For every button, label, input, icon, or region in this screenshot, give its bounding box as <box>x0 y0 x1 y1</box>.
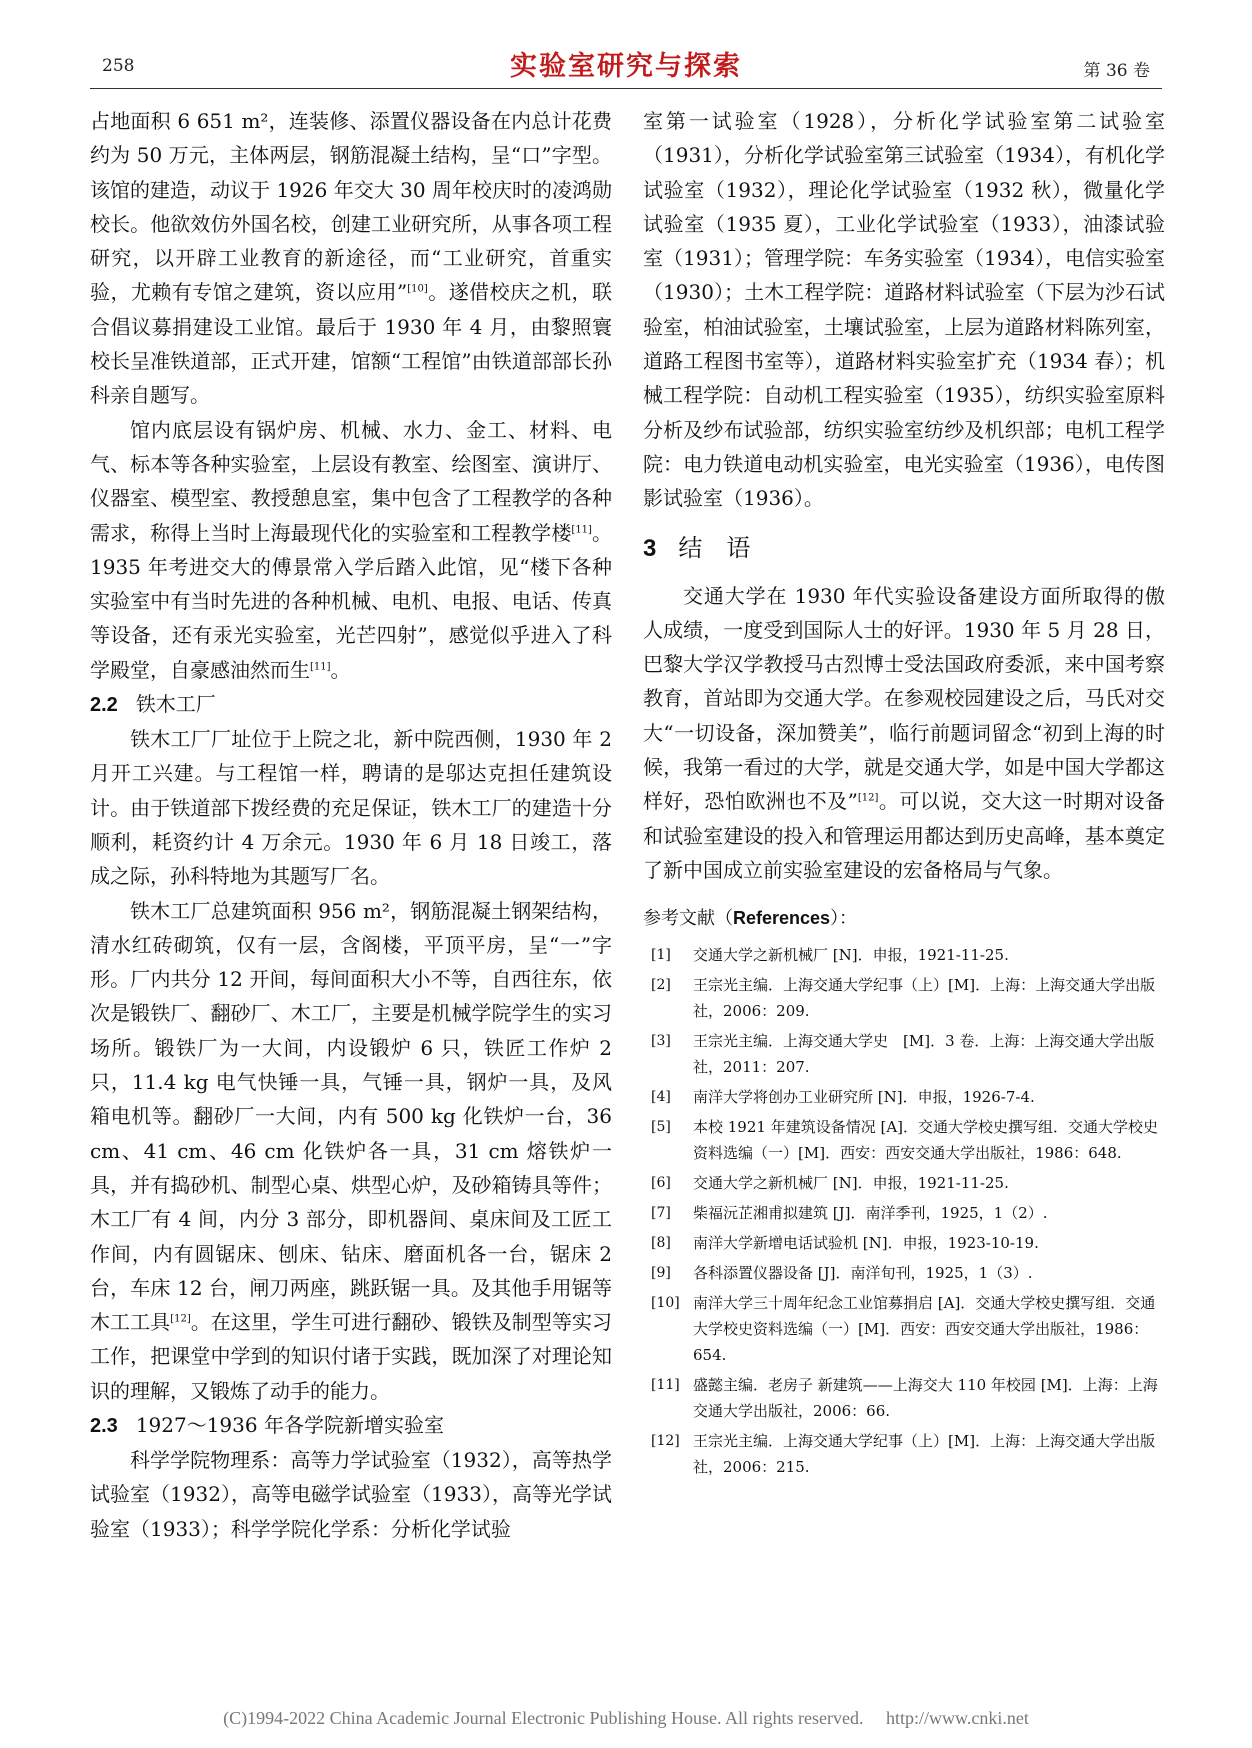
reference-number: [11] <box>651 1377 680 1394</box>
reference-number: [12] <box>651 1433 680 1450</box>
reference-item <box>643 1028 1165 1080</box>
paragraph: 铁木工厂厂址位于上院之北，新中院西侧，1930 年 2 月开工兴建。与工程馆一样，聘请的是邬达克担任建筑设计。由于铁道部下拨经费的充足保证，铁木工厂的建造十分顺利，耗资约计 4 万余元。1930 年 6 月 18 日竣工，落成之际，孙科特地为其题写厂名。 <box>90 727 612 889</box>
volume-label: 第 36 卷 <box>1083 61 1150 81</box>
reference-text: 王宗光主编．上海交通大学纪事（上）[M]．上海：上海交通大学出版社，2006：215. <box>693 1432 1156 1477</box>
reference-text: 南洋大学将创办工业研究所 [N]．申报，1926-7-4. <box>693 1088 1035 1107</box>
reference-text: 交通大学之新机械厂 [N]．申报，1921-11-25. <box>693 946 1009 965</box>
reference-item <box>643 1200 1165 1226</box>
section-heading-2-2: 2.2 铁木工厂 <box>90 692 216 717</box>
reference-item <box>643 1290 1165 1368</box>
reference-text: 交通大学之新机械厂 [N]．申报，1921-11-25. <box>693 1174 1009 1193</box>
reference-text: 各科添置仪器设备 [J]．南洋旬刊，1925，1（3）. <box>693 1264 1033 1283</box>
journal-title: 实验室研究与探索 <box>510 51 742 82</box>
reference-text: 王宗光主编．上海交通大学史 [M]．3 卷．上海：上海交通大学出版社，2011：207. <box>693 1032 1155 1077</box>
copyright-footer: (C)1994-2022 China Academic Journal Electronic Publishing House. All rights reserved. http://www.cnki.net <box>223 1708 1029 1728</box>
citation: [10] <box>407 283 428 295</box>
reference-number: [5] <box>651 1119 671 1136</box>
reference-text: 南洋大学三十周年纪念工业馆募捐启 [A]．交通大学校史撰写组．交通大学校史资料选编（一）[M]．西安：西安交通大学出版社，1986：654. <box>693 1294 1156 1365</box>
reference-number: [4] <box>651 1089 671 1106</box>
reference-list <box>643 942 1165 1480</box>
reference-item <box>643 1428 1165 1480</box>
section-heading-3: 3 结 语 <box>643 533 751 562</box>
reference-text: 盛懿主编．老房子 新建筑——上海交大 110 年校园 [M]．上海：上海交通大学出版社，2006：66. <box>693 1376 1158 1421</box>
page-number: 258 <box>102 56 135 76</box>
citation: [12] <box>857 792 879 804</box>
page-header <box>90 44 1162 88</box>
reference-item <box>643 942 1165 968</box>
reference-item <box>643 1114 1165 1166</box>
section-heading-2-3: 2.3 1927～1936 年各学院新增实验室 <box>90 1412 444 1437</box>
reference-text: 柴福沅芷湘甫拟建筑 [J]．南洋季刊，1925，1（2）. <box>693 1204 1048 1223</box>
right-column <box>643 104 1165 1484</box>
reference-number: [9] <box>651 1265 671 1282</box>
paragraph: 占地面积 6 651 m²，连装修、添置仪器设备在内总计花费约为 50 万元，主体两层，钢筋混凝土结构，呈“口”字型。该馆的建造，动议于 1926 年交大 30 周年校庆时的凌鸿勋校长。他欲效仿外国名校，创建工业研究所，从事各项工程研究，以开辟工业教育的新途径，而“工业研究，首重实验，尤赖有专馆之建筑，资以应用”[10]。遂借校庆之机，联合倡议募捐建设工业馆。最后于 1930 年 4 月，由黎照寰校长呈准铁道部，正式开建，馆额“工程馆”由铁道部部长孙科亲自题写。 <box>90 109 612 408</box>
paragraph: 室第一试验室（1928），分析化学试验室第二试验室（1931），分析化学试验室第三试验室（1934），有机化学试验室（1932），理论化学试验室（1932 秋），微量化学试验室（1935 夏），工业化学试验室（1933），油漆试验室（1931）；管理学院：车务实验室（1934），电信实验室（1930）；土木工程学院：道路材料试验室（下层为沙石试验室，柏油试验室，土壤试验室，上层为道路材料陈列室，道路工程图书室等），道路材料实验室扩充（1934 春）；机械工程学院：自动机工程实验室（1935），纺织实验室原料分析及纱布试验部，纺织实验室纺纱及机织部；电机工程学院：电力铁道电动机实验室，电光实验室（1936），电传图影试验室（1936）。 <box>643 109 1165 511</box>
reference-item <box>643 1260 1165 1286</box>
reference-number: [1] <box>651 947 671 964</box>
references-heading: 参考文献（References）： <box>643 908 858 930</box>
header-rule <box>90 88 1162 89</box>
reference-number: [8] <box>651 1235 671 1252</box>
reference-text: 南洋大学新增电话试验机 [N]．申报，1923-10-19. <box>693 1234 1039 1253</box>
reference-item <box>643 1084 1165 1110</box>
paragraph: 铁木工厂总建筑面积 956 m²，钢筋混凝土钢架结构，清水红砖砌筑，仅有一层，含阁楼，平顶平房，呈“一”字形。厂内共分 12 开间，每间面积大小不等，自西往东，依次是锻铁厂、翻砂厂、木工厂，主要是机械学院学生的实习场所。锻铁厂为一大间，内设锻炉 6 只，铁匠工作炉 2 只，11.4 kg 电气快锤一具，气锤一具，钢炉一具，及风箱电机等。翻砂厂一大间，内有 500 kg 化铁炉一台，36 cm、41 cm、46 cm 化铁炉各一具，31 cm 熔铁炉一具，并有捣砂机、制型心桌、烘型心炉，及砂箱铸具等件；木工厂有 4 间，内分 3 部分，即机器间、桌床间及工匠工作间，内有圆锯床、刨床、钻床、磨面机各一台，锯床 2 台，车床 12 台，闸刀两座，跳跃锯一具。及其他手用锯等木工工具[12]。在这里，学生可进行翻砂、锻铁及制型等实习工作，把课堂中学到的知识付诸于实践，既加深了对理论知识的理解，又锻炼了动手的能力。 <box>90 898 613 1403</box>
reference-item <box>643 972 1165 1024</box>
reference-item <box>643 1372 1165 1424</box>
paragraph: 馆内底层设有锅炉房、机械、水力、金工、材料、电气、标本等各种实验室，上层设有教室、绘图室、演讲厅、仪器室、模型室、教授憩息室，集中包含了工程教学的各种需求，称得上当时上海最现代化的实验室和工程教学楼[11]。1935 年考进交大的傅景常入学后踏入此馆，见“楼下各种实验室中有当时先进的各种机械、电机、电报、电话、传真等设备，还有汞光实验室，光芒四射”，感觉似乎进入了科学殿堂，自豪感油然而生[11]。 <box>90 417 613 682</box>
citation: [12] <box>170 1313 191 1325</box>
reference-number: [3] <box>651 1033 671 1050</box>
paragraph: 交通大学在 1930 年代实验设备建设方面所取得的傲人成绩，一度受到国际人士的好评。1930 年 5 月 28 日，巴黎大学汉学教授马古烈博士受法国政府委派，来中国考察教育，首站即为交通大学。在参观校园建设之后，马氏对交大“一切设备，深加赞美”，临行前题词留念“初到上海的时候，我第一看过的大学，就是交通大学，如是中国大学都这样好，恐怕欧洲也不及”[12]。可以说，交大这一时期对设备和试验室建设的投入和管理运用都达到历史高峰，基本奠定了新中国成立前实验室建设的宏备格局与气象。 <box>643 583 1165 882</box>
reference-number: [2] <box>651 977 671 994</box>
reference-number: [6] <box>651 1175 671 1192</box>
reference-text: 王宗光主编．上海交通大学纪事（上）[M]．上海：上海交通大学出版社，2006：209. <box>693 976 1156 1021</box>
reference-number: [10] <box>651 1295 680 1312</box>
reference-number: [7] <box>651 1205 671 1222</box>
reference-text: 本校 1921 年建筑设备情况 [A]．交通大学校史撰写组．交通大学校史资料选编（一）[M]．西安：西安交通大学出版社，1986：648. <box>693 1118 1159 1163</box>
reference-item <box>643 1170 1165 1196</box>
citation: [11] <box>571 523 592 535</box>
reference-item <box>643 1230 1165 1256</box>
paragraph: 科学学院物理系：高等力学试验室（1932），高等热学试验室（1932），高等电磁学试验室（1933），高等光学试验室（1933）；科学学院化学系：分析化学试验 <box>90 1447 612 1541</box>
citation: [11] <box>310 661 331 673</box>
left-column <box>90 104 612 1546</box>
